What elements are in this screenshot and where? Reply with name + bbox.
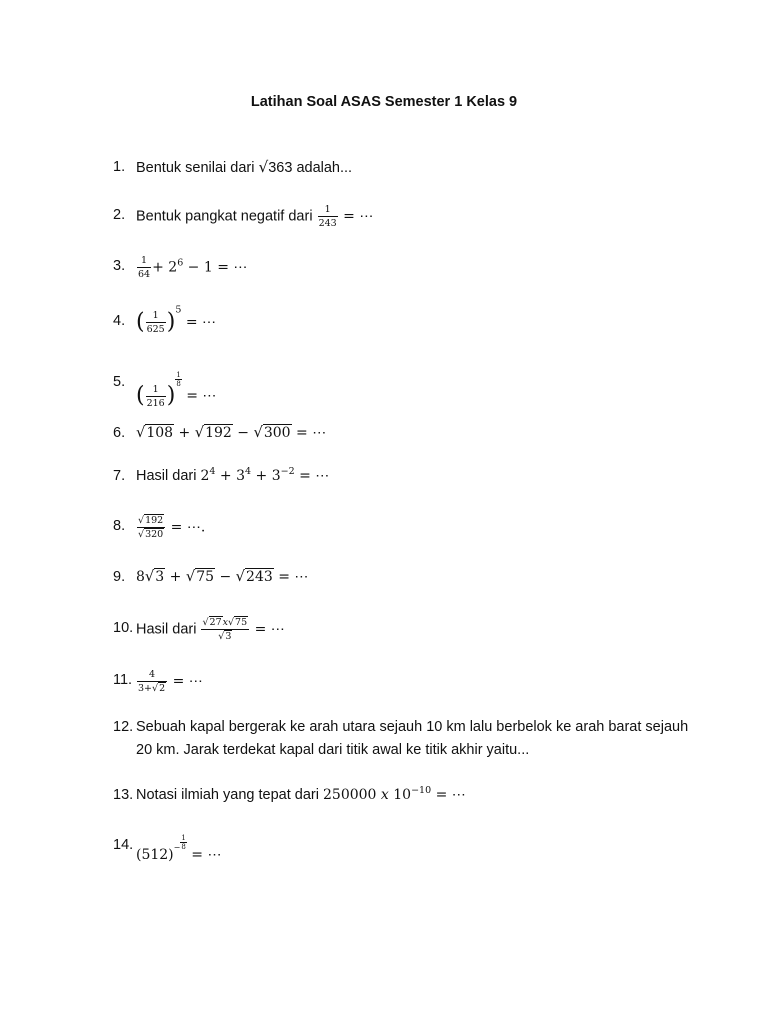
fraction: $\frac{√27x√75}{√3}$ <box>202 617 248 642</box>
fraction: $\frac{√192}{√320}$ <box>138 515 164 540</box>
question-1: 1. Bentuk senilai dari √363 adalah... <box>113 158 353 176</box>
fraction: $\frac{1}{243}$ <box>318 204 337 229</box>
question-14: 14. (512)− $\frac{1}{8}$ = ⋯ <box>113 834 222 863</box>
question-number: 7. <box>113 468 126 484</box>
fraction: $\frac{1}{64}$ <box>138 255 151 280</box>
question-4: 4. ( $\frac{1}{625}$ )$^5$ = ⋯ <box>113 304 217 335</box>
question-5: 5. ( $\frac{1}{216}$ ) $\frac{1}{8}$ = ⋯ <box>113 371 217 409</box>
fraction: $\frac{4}{3+√2}$ <box>138 669 166 694</box>
sqrt-expression: √243 <box>235 568 273 585</box>
question-6: 6. √108 + √192 − √300 = ⋯ <box>113 422 703 444</box>
question-number: 10. <box>113 620 134 636</box>
question-text: Hasil dari <box>136 468 201 484</box>
question-number: 6. <box>113 425 126 441</box>
question-number: 4. <box>113 313 126 329</box>
question-number: 12. <box>113 719 134 735</box>
question-number: 1. <box>113 159 126 175</box>
question-number: 9. <box>113 569 126 585</box>
question-number: 11. <box>113 672 133 688</box>
question-7: 7. Hasil dari $2^4 + 3^4 + 3^{-2}$ = ⋯ <box>113 465 703 487</box>
question-12 <box>113 716 703 762</box>
sqrt-expression: √363 <box>258 158 293 176</box>
question-number: 14. <box>113 837 134 853</box>
fraction: $\frac{1}{625}$ <box>146 310 165 335</box>
question-2: 2. Bentuk pangkat negatif dari $\frac{1}{243}$ = ⋯ <box>113 204 374 229</box>
question-8: 8. $\frac{√192}{√320}$ = ⋯. <box>113 515 206 540</box>
question-number: 8. <box>113 518 126 534</box>
question-text: Bentuk senilai dari <box>136 160 259 176</box>
sqrt-expression: √3 <box>144 568 165 585</box>
sqrt-expression: √75 <box>185 568 215 585</box>
sqrt-expression: √108 <box>136 424 174 441</box>
question-text: Hasil dari <box>136 621 201 638</box>
fractional-exponent: $\frac{1}{8}$ <box>176 371 181 388</box>
question-10: 10. Hasil dari $\frac{√27x√75}{√3}$ = ⋯ <box>113 617 285 642</box>
fractional-exponent: $\frac{1}{8}$ <box>181 834 186 851</box>
page-title: Latihan Soal ASAS Semester 1 Kelas 9 <box>250 94 518 110</box>
question-number: 3. <box>113 258 126 274</box>
question-text-line-2: 20 km. Jarak terdekat kapal dari titik awal ke titik akhir yaitu... <box>136 742 530 758</box>
question-text: Notasi ilmiah yang tepat dari <box>136 787 323 803</box>
question-9: 9. 8√3 + √75 − √243 = ⋯ <box>113 566 703 588</box>
question-3: 3. $\frac{1}{64}$ + $2^6 - 1$ = ⋯ <box>113 255 248 280</box>
question-number: 2. <box>113 207 126 223</box>
question-text: Bentuk pangkat negatif dari <box>136 208 317 225</box>
fraction: $\frac{1}{216}$ <box>146 383 165 409</box>
question-number: 13. <box>113 787 134 803</box>
question-number: 5. <box>113 374 126 390</box>
sqrt-expression: √192 <box>194 424 232 441</box>
question-13: 13. Notasi ilmiah yang tepat dari 250000 x $10^{-10}$ = ⋯ <box>113 784 703 806</box>
question-11: 11. $\frac{4}{3+√2}$ = ⋯ <box>113 669 203 694</box>
sqrt-expression: √300 <box>253 424 291 441</box>
question-text-line-1: Sebuah kapal bergerak ke arah utara sejauh 10 km lalu berbelok ke arah barat sejauh <box>136 719 689 735</box>
